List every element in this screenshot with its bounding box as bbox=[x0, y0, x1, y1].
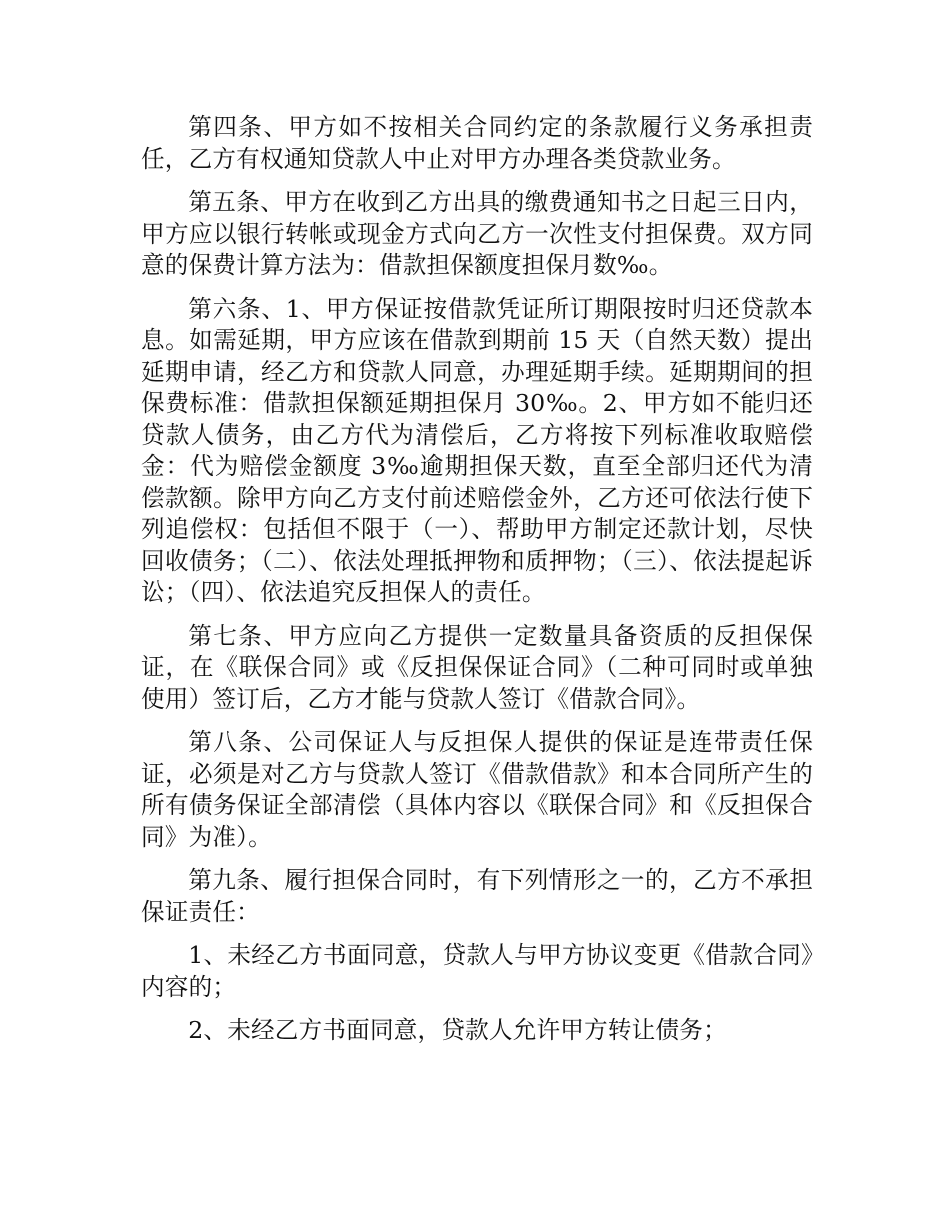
article-5-paragraph: 第五条、甲方在收到乙方出具的缴费通知书之日起三日内，甲方应以银行转帐或现金方式向乙方一次性支付担保费。双方同意的保费计算方法为：借款担保额度担保月数‰。 bbox=[141, 188, 813, 279]
article-7-paragraph: 第七条、甲方应向乙方提供一定数量具备资质的反担保保证，在《联保合同》或《反担保保证合同》（二种可同时或单独使用）签订后，乙方才能与贷款人签订《借款合同》。 bbox=[141, 621, 813, 713]
article-9-item-1: 1、未经乙方书面同意，贷款人与甲方协议变更《借款合同》内容的； bbox=[141, 941, 813, 1001]
article-8-paragraph: 第八条、公司保证人与反担保人提供的保证是连带责任保证，必须是对乙方与贷款人签订《借款借款》和本合同所产生的所有债务保证全部清偿（具体内容以《联保合同》和《反担保合同》为准）。 bbox=[141, 728, 813, 851]
article-9-item-2: 2、未经乙方书面同意，贷款人允许甲方转让债务； bbox=[188, 1016, 727, 1044]
document-body bbox=[141, 112, 813, 1059]
article-9-paragraph: 第九条、履行担保合同时，有下列情形之一的，乙方不承担保证责任： bbox=[141, 866, 813, 926]
article-6-paragraph: 第六条、1、甲方保证按借款凭证所订期限按时归还贷款本息。如需延期，甲方应该在借款到期前 15 天（自然天数）提出延期申请，经乙方和贷款人同意，办理延期手续。延期期间的担保费标准：借款担保额延期担保月 30‰。2、甲方如不能归还贷款人债务，由乙方代为清偿后，乙方将按下列标准收取赔偿金：代为赔偿金额度 3‰逾期担保天数，直至全部归还代为清偿款额。除甲方向乙方支付前述赔偿金外，乙方还可依法行使下列追偿权：包括但不限于（一）、帮助甲方制定还款计划，尽快回收债务；（二）、依法处理抵押物和质押物；（三）、依法提起诉讼；（四）、依法追究反担保人的责任。 bbox=[141, 294, 813, 606]
article-4-paragraph: 第四条、甲方如不按相关合同约定的条款履行义务承担责任，乙方有权通知贷款人中止对甲方办理各类贷款业务。 bbox=[141, 113, 813, 173]
